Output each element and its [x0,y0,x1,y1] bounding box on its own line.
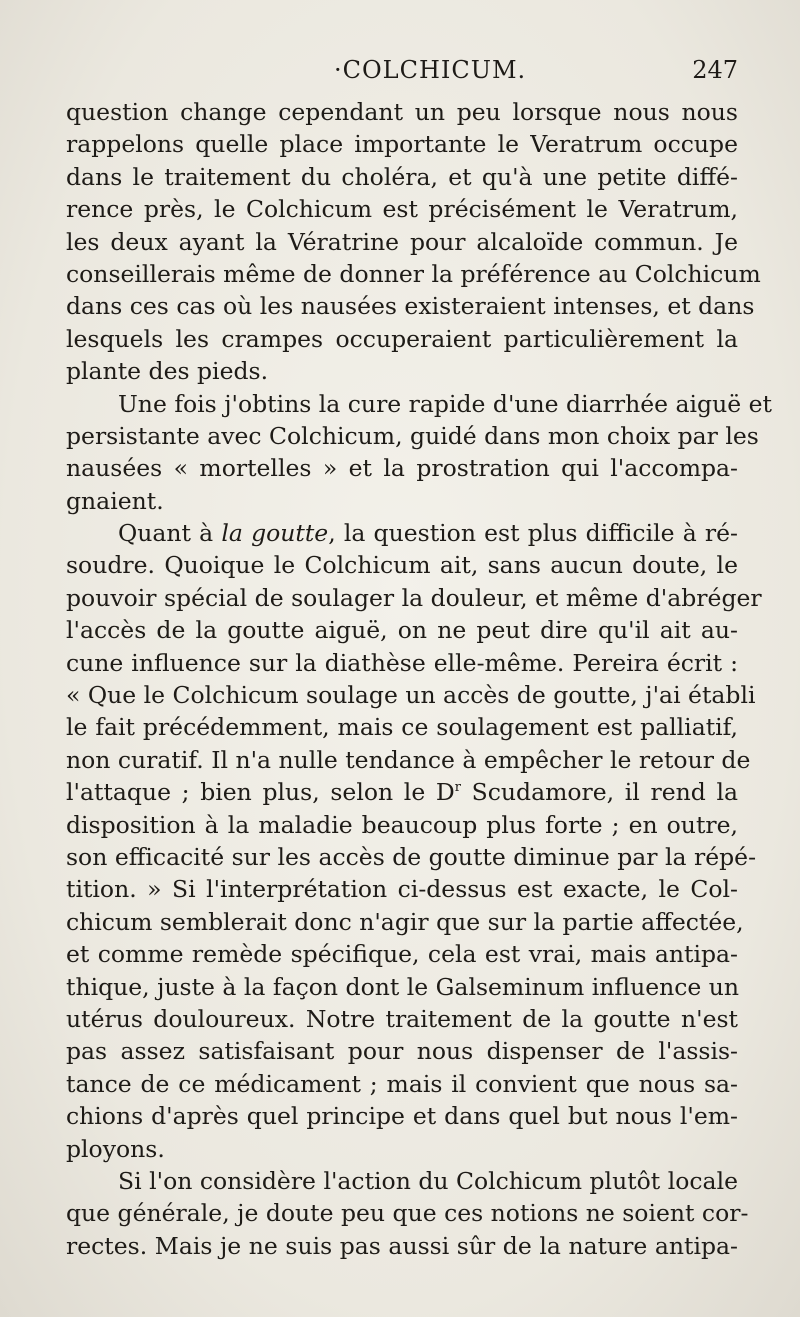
text-line: rappelons quelle place importante le Veratrum occupe [66,130,738,159]
text-line [66,776,738,808]
text-line: cune influence sur la diathèse elle-même. Pereira écrit : [66,648,738,677]
text-line: chicum semblerait donc n'agir que sur la partie affectée, [66,907,744,936]
text-line: non curatif. Il n'a nulle tendance à empêcher le retour de [66,745,751,774]
text-line: tition. » Si l'interprétation ci-dessus est exacte, le Col- [66,875,738,904]
text-line: l'accès de la goutte aiguë, on ne peut dire qu'il ait au- [66,616,738,645]
text-line: Si l'on considère l'action du Colchicum plutôt locale [118,1166,738,1195]
text-line: dans ces cas où les nausées existeraient intenses, et dans [66,292,755,321]
text-line: son efficacité sur les accès de goutte diminue par la répé- [66,842,757,871]
text-line: ployons. [66,1134,165,1163]
text-segment: , la question est plus difficile à ré- [328,519,738,548]
text-line: le fait précédemment, mais ce soulagement est palliatif, [66,713,738,742]
text-line: thique, juste à la façon dont le Galseminum influence un [66,972,740,1001]
text-line: question change cependant un peu lorsque nous nous [66,98,738,126]
text-line: lesquels les crampes occuperaient particulièrement la [66,324,738,353]
text-line: chions d'après quel principe et dans quel but nous l'em- [66,1102,738,1131]
text-line: plante des pieds. [66,357,269,386]
superscript: r [454,780,461,796]
page-number: 247 [692,56,738,84]
text-line: rence près, le Colchicum est précisément le Veratrum, [66,195,738,224]
text-line: et comme remède spécifique, cela est vrai, mais antipa- [66,940,738,969]
text-segment: Quant à [118,519,222,548]
body-text [66,96,772,1262]
text-line: soudre. Quoique le Colchicum ait, sans aucun doute, le [66,551,738,580]
text-line: conseillerais même de donner la préférence au Colchicum [66,259,761,288]
text-line: pouvoir spécial de soulager la douleur, et même d'abréger [66,583,762,612]
italic-term: la goutte [221,519,329,548]
text-line: les deux ayant la Vératrine pour alcaloïde commun. Je [66,227,738,256]
text-line: disposition à la maladie beaucoup plus forte ; en outre, [66,810,738,839]
text-line: nausées « mortelles » et la prostration qui l'accompa- [66,454,738,483]
text-line: utérus douloureux. Notre traitement de la goutte n'est [66,1004,738,1033]
text-line: « Que le Colchicum soulage un accès de goutte, j'ai établi [66,681,756,710]
running-header [66,56,738,92]
text-line: Une fois j'obtins la cure rapide d'une diarrhée aiguë et [118,389,772,418]
text-line: pas assez satisfaisant pour nous dispenser de l'assis- [66,1037,738,1066]
chapter-title: ·COLCHICUM. [334,56,527,84]
text-line: gnaient. [66,486,164,515]
text-segment: l'attaque ; bien plus, selon le D [66,778,455,807]
text-segment: Scudamore, il rend la [460,778,738,807]
text-line: que générale, je doute peu que ces notions ne soient cor- [66,1199,749,1228]
text-line: dans le traitement du choléra, et qu'à une petite diffé- [66,162,738,191]
text-line: persistante avec Colchicum, guidé dans mon choix par les [66,421,759,450]
text-line: tance de ce médicament ; mais il convient que nous sa- [66,1069,738,1098]
text-line [66,517,738,549]
text-line: rectes. Mais je ne suis pas aussi sûr de la nature antipa- [66,1231,738,1260]
